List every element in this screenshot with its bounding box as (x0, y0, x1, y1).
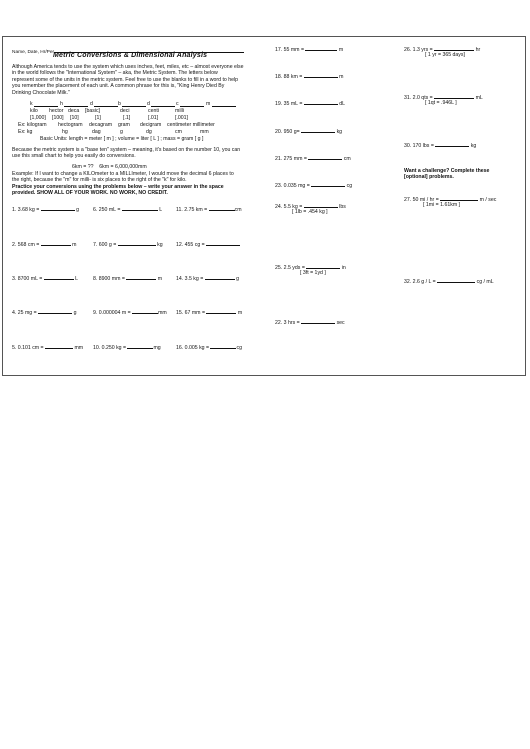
problem-2: 2. 568 cm = m (12, 242, 77, 248)
problem-6: 6. 250 mL = L (93, 207, 163, 213)
prefix-blank[interactable] (180, 101, 204, 107)
challenge-heading (404, 168, 489, 181)
problem-12: 12. 455 cg = (176, 240, 240, 248)
prefix-value: [.01] (148, 115, 159, 121)
answer-blank[interactable] (41, 240, 71, 246)
problem-27: 27. 50 mi / hr = m / sec (404, 197, 497, 203)
example-abbrev: cm (175, 129, 182, 135)
problem-1: 1. 3.68 kg = g (12, 207, 80, 213)
prefix-blank[interactable] (34, 101, 58, 107)
base-ten-line: Because the metric system is a "base ten" system – meaning, it's based on the number 10, you can (12, 147, 241, 153)
problem-19: 19. 35 mL = dL (275, 101, 346, 107)
answer-blank[interactable] (45, 343, 73, 349)
prefix-letter: h (60, 101, 63, 107)
prefix-name: deci (120, 108, 130, 114)
problem-20: 20. 950 g= kg (275, 129, 343, 135)
example-paragraph (12, 171, 234, 184)
answer-blank[interactable] (306, 263, 340, 269)
prefix-value: [100] (52, 115, 64, 121)
prefix-name: kilo (30, 108, 38, 114)
example-abbrev: dag (92, 129, 101, 135)
prefix-blank[interactable] (122, 101, 146, 107)
prefix-value: [1] (95, 115, 101, 121)
answer-blank[interactable] (118, 240, 156, 246)
prefix-letter: m (206, 101, 211, 107)
intro-line: in the world follows the "International System" – aka, the Metric System. The letters below (12, 70, 218, 77)
prefix-letter: k (30, 101, 33, 107)
problem-26: 26. 1.3 yrs = hr (404, 47, 481, 53)
hint-qt-l: [ 1qt = .946L ] (425, 100, 457, 106)
problem-8: 8. 8900 mm = m (93, 276, 163, 282)
problem-11: 11. 2.75 km = cm (176, 207, 242, 213)
prefix-letter: c (176, 101, 179, 107)
answer-blank[interactable] (304, 99, 338, 105)
practice-instructions (12, 184, 224, 197)
prefix-letter: d (147, 101, 150, 107)
problem-25: 25. 2.5 yds = in (275, 265, 346, 271)
intro-paragraph (12, 64, 244, 96)
answer-blank[interactable] (305, 45, 337, 51)
example-label: Ex: kilogram (18, 122, 47, 128)
problem-7: 7. 600 g = kg (93, 242, 163, 248)
answer-blank[interactable] (434, 93, 474, 99)
prefix-letter-row (0, 101, 260, 108)
basic-units: Basic Units: length = meter [ m ] ; volume = liter [ L ] ; mass = gram [ g ] (40, 136, 204, 142)
example-units-row (0, 122, 260, 129)
practice-line: provided. SHOW ALL OF YOUR WORK. NO WORK, NO CREDIT. (12, 190, 168, 197)
problem-18: 18. 88 km = m (275, 74, 344, 80)
answer-blank[interactable] (308, 154, 342, 160)
answer-blank[interactable] (434, 45, 474, 51)
prefix-blank[interactable] (94, 101, 118, 107)
answer-blank[interactable] (301, 318, 335, 324)
problem-16: 16. 0.005 kg = cg (176, 345, 242, 351)
example-unit: gram (118, 122, 130, 128)
prefix-value: [10] (70, 115, 79, 121)
hint-mi-km: [ 1mi = 1.61km ] (423, 202, 461, 208)
prefix-value-row (0, 115, 260, 122)
problem-21: 21. 275 mm = cm (275, 156, 351, 162)
problem-17: 17. 55 mm = m (275, 47, 344, 53)
base-ten-paragraph (12, 147, 240, 160)
answer-blank[interactable] (205, 274, 235, 280)
example-unit: centimeter millimeter (167, 122, 215, 128)
prefix-name: hector (49, 108, 64, 114)
hint-yr-days: [ 1 yr = 365 days] (425, 52, 465, 58)
answer-blank[interactable] (38, 308, 72, 314)
answer-blank[interactable] (206, 240, 240, 246)
example-abbrev: mm (200, 129, 209, 135)
problem-14: 14. 3.5 kg = g (176, 276, 240, 282)
hint-ft-yd: [ 3ft = 1yd ] (300, 270, 326, 276)
prefix-name: centi (148, 108, 159, 114)
prefix-name-row (0, 108, 260, 115)
hint-lb-kg: [ 1lb = .454 kg ] (292, 209, 328, 215)
example-equation: 6km = ?? 6km = 6,000,000mm (72, 164, 147, 170)
challenge-line: Want a challenge? Complete these (404, 168, 490, 174)
answer-blank[interactable] (206, 308, 236, 314)
answer-blank[interactable] (44, 274, 74, 280)
practice-line: Practice your conversions using the problems below – write your answer in the space (12, 184, 224, 190)
problem-15: 15. 67 mm = m (176, 310, 243, 316)
intro-line: represent some of the units in the metric system. Feel free to use the blanks to fill in a word to help (12, 76, 239, 83)
example-line: the right, because the "m" for milli- is six places to the right of the "k" for kilo. (12, 177, 187, 184)
answer-blank[interactable] (435, 141, 469, 147)
problem-3: 3. 8700 mL = L (12, 276, 79, 282)
problem-10: 10. 0.250 kg = mg (93, 345, 161, 351)
problem-32: 32. 2.6 g / L = cg / mL (404, 279, 494, 285)
answer-blank[interactable] (311, 181, 345, 187)
prefix-name: milli (175, 108, 184, 114)
problem-30: 30. 170 lbs = kg (404, 143, 477, 149)
answer-blank[interactable] (210, 343, 236, 349)
answer-blank[interactable] (132, 308, 158, 314)
example-abbrev-row (0, 129, 260, 136)
prefix-name: [basic] (85, 108, 100, 114)
answer-blank[interactable] (440, 195, 478, 201)
example-abbrev: dg (146, 129, 152, 135)
answer-blank[interactable] (41, 205, 75, 211)
answer-blank[interactable] (304, 72, 338, 78)
example-abbrev: g (120, 129, 123, 135)
challenge-line: [optional] problems. (404, 174, 454, 181)
page-title: Metric Conversions & Dimensional Analysis (53, 52, 208, 59)
example-unit: hectogram (58, 122, 83, 128)
name-date-label: Name, Date, Hr/Per (12, 50, 55, 55)
problem-22: 22. 3 hrs = sec (275, 320, 345, 326)
answer-blank[interactable] (126, 274, 156, 280)
prefix-blank[interactable] (212, 101, 236, 107)
answer-blank[interactable] (122, 205, 158, 211)
answer-blank[interactable] (437, 277, 475, 283)
example-abbrev: hg (62, 129, 68, 135)
base-ten-line: use this small chart to help you easily do conversions. (12, 153, 136, 160)
prefix-blank[interactable] (64, 101, 88, 107)
intro-line: Although America tends to use the system which uses inches, feet, miles, etc – almost everyone else (12, 64, 244, 70)
problem-9: 9. 0.000004 m = mm (93, 310, 167, 316)
intro-line: Drinking Chocolate Milk." (12, 89, 70, 96)
example-unit: decigram (140, 122, 162, 128)
example-unit: decagram (89, 122, 113, 128)
problem-31: 31. 2.0 qts = mL (404, 95, 483, 101)
prefix-letter: d (90, 101, 93, 107)
problem-24: 24. 5.5 kg = lbs (275, 204, 346, 210)
prefix-letter: b (118, 101, 121, 107)
answer-blank[interactable] (304, 202, 338, 208)
prefix-blank[interactable] (151, 101, 175, 107)
answer-blank[interactable] (209, 205, 235, 211)
prefix-value: [.1] (123, 115, 131, 121)
example-line: Example: If I want to change a KILOmeter to a MILLImeter, I would move the decimal 6 places to (12, 171, 234, 177)
problem-5: 5. 0.101 cm = mm (12, 345, 84, 351)
answer-blank[interactable] (127, 343, 153, 349)
prefix-name: deca (68, 108, 80, 114)
problem-23: 23. 0.035 mg = cg (275, 183, 353, 189)
intro-line: you remember the placement of each unit. A common phrase for this is, "King Henry Died By (12, 83, 225, 90)
answer-blank[interactable] (301, 127, 335, 133)
prefix-value: [.001] (175, 115, 188, 121)
problem-4: 4. 25 mg = g (12, 310, 77, 316)
prefix-value: [1,000] (30, 115, 46, 121)
example-label: Ex: kg (18, 129, 33, 135)
